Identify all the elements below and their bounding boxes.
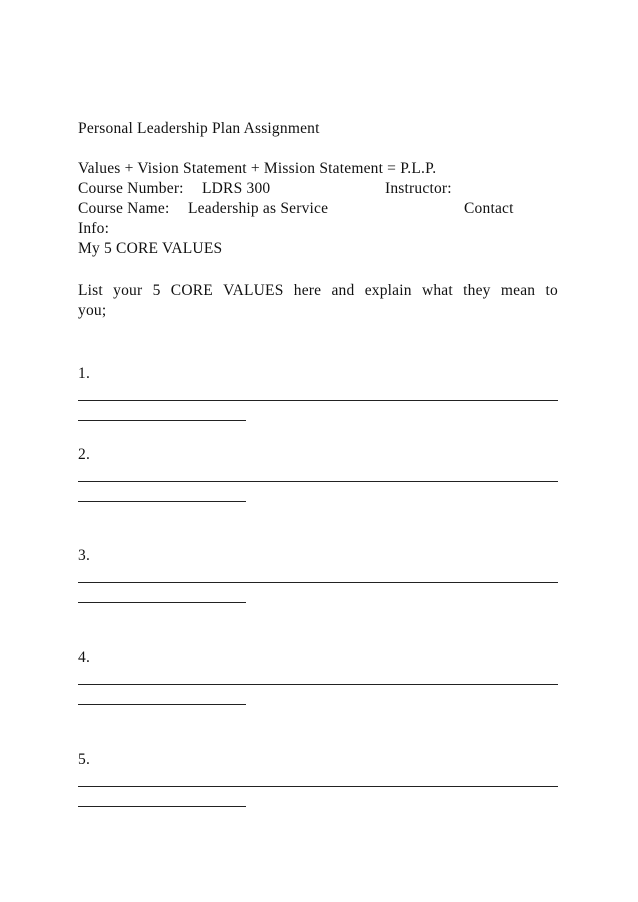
plp-formula: Values + Vision Statement + Mission Statement = P.L.P. [78, 160, 437, 177]
instruction-word: to [545, 282, 558, 299]
core-value-number: 3. [78, 547, 91, 564]
answer-line-continued [78, 602, 246, 603]
instruction-word: List [78, 282, 103, 299]
instruction-word: CORE [170, 282, 213, 299]
course-number-value: LDRS 300 [202, 180, 271, 197]
instruction-word: mean [500, 282, 536, 299]
answer-line-continued [78, 420, 246, 421]
contact-info-label: Info: [78, 220, 110, 237]
instruction-word: and [331, 282, 355, 299]
answer-line [78, 684, 558, 685]
instruction-word: explain [364, 282, 412, 299]
instruction-word: they [463, 282, 491, 299]
section-heading: My 5 CORE VALUES [78, 240, 223, 257]
core-value-number: 5. [78, 751, 91, 768]
instruction-word: what [421, 282, 453, 299]
instruction-word: VALUES [223, 282, 284, 299]
course-name-label: Course Name: [78, 200, 170, 217]
contact-label: Contact [464, 200, 514, 217]
answer-line [78, 400, 558, 401]
instruction-line-continued: you; [78, 302, 107, 319]
core-value-number: 2. [78, 446, 91, 463]
core-value-number: 4. [78, 649, 91, 666]
instructor-label: Instructor: [385, 180, 452, 197]
document-title: Personal Leadership Plan Assignment [78, 120, 320, 137]
instruction-word: 5 [152, 282, 161, 299]
instruction-word: here [293, 282, 322, 299]
course-name-value: Leadership as Service [188, 200, 329, 217]
answer-line [78, 481, 558, 482]
answer-line [78, 582, 558, 583]
answer-line-continued [78, 704, 246, 705]
answer-line [78, 786, 558, 787]
core-value-number: 1. [78, 365, 91, 382]
instruction-line [78, 281, 558, 301]
instruction-word: your [113, 282, 143, 299]
course-number-label: Course Number: [78, 180, 184, 197]
answer-line-continued [78, 806, 246, 807]
answer-line-continued [78, 501, 246, 502]
